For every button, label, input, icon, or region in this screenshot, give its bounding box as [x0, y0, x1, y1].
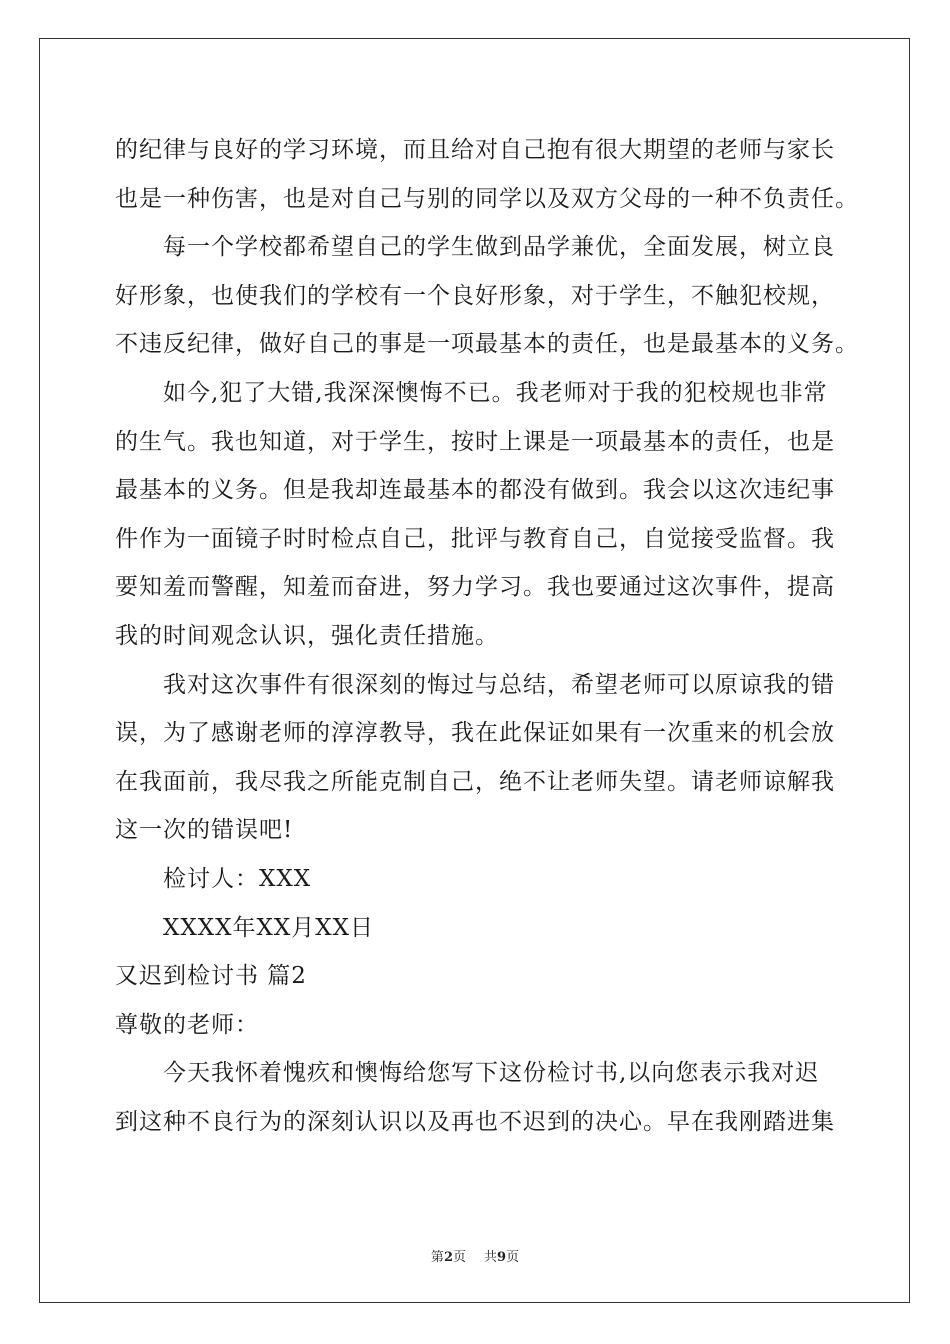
text-line: 好形象，也使我们的学校有一个良好形象，对于学生，不触犯校规，	[115, 282, 835, 309]
text-line: 也是一种伤害，也是对自己与别的同学以及双方父母的一种不负责任。	[115, 185, 859, 212]
text-line: 在我面前，我尽我之所能克制自己，绝不让老师失望。请老师谅解我	[115, 768, 835, 795]
text-line: 最基本的义务。但是我却连最基本的都没有做到。我会以这次违纪事	[115, 477, 835, 504]
text-line: 这一次的错误吧!	[115, 817, 294, 844]
document-body	[115, 126, 859, 1146]
signature-line: 检讨人：XXX	[163, 865, 312, 892]
footer-total-suffix: 页	[506, 1250, 520, 1265]
page-footer	[0, 1246, 950, 1265]
text-line: 的生气。我也知道，对于学生，按时上课是一项最基本的责任，也是	[115, 428, 835, 455]
text-line: 要知羞而警醒，知羞而奋进，努力学习。我也要通过这次事件，提高	[115, 574, 835, 601]
text-line: 我的时间观念认识，强化责任措施。	[115, 622, 499, 649]
text-line: 不违反纪律，做好自己的事是一项最基本的责任，也是最基本的义务。	[115, 331, 859, 358]
text-line: 误，为了感谢老师的淳淳教导，我在此保证如果有一次重来的机会放	[115, 720, 835, 747]
text-line: 今天我怀着愧疚和懊悔给您写下这份检讨书,以向您表示我对迟	[163, 1060, 820, 1087]
footer-page-total: 9	[497, 1250, 507, 1265]
text-line: 每一个学校都希望自己的学生做到品学兼优，全面发展，树立良	[163, 234, 835, 261]
text-line: 我对这次事件有很深刻的悔过与总结，希望老师可以原谅我的错	[163, 671, 835, 698]
text-line: 件作为一面镜子时时检点自己，批评与教育自己，自觉接受监督。我	[115, 525, 835, 552]
salutation: 尊敬的老师：	[115, 1011, 259, 1038]
text-line: 的纪律与良好的学习环境，而且给对自己抱有很大期望的老师与家长	[115, 137, 835, 163]
footer-page-current: 2	[443, 1250, 453, 1265]
footer-page-suffix: 页	[452, 1250, 466, 1265]
text-line: 到这种不良行为的深刻认识以及再也不迟到的决心。早在我刚踏进集	[115, 1108, 835, 1135]
date-line: XXXX年XX月XX日	[163, 914, 374, 941]
text-line: 如今,犯了大错,我深深懊悔不已。我老师对于我的犯校规也非常	[163, 379, 828, 406]
section-heading: 又迟到检讨书 篇2	[115, 963, 307, 990]
footer-total-prefix: 共	[484, 1250, 498, 1265]
footer-page-prefix: 第	[430, 1250, 444, 1265]
